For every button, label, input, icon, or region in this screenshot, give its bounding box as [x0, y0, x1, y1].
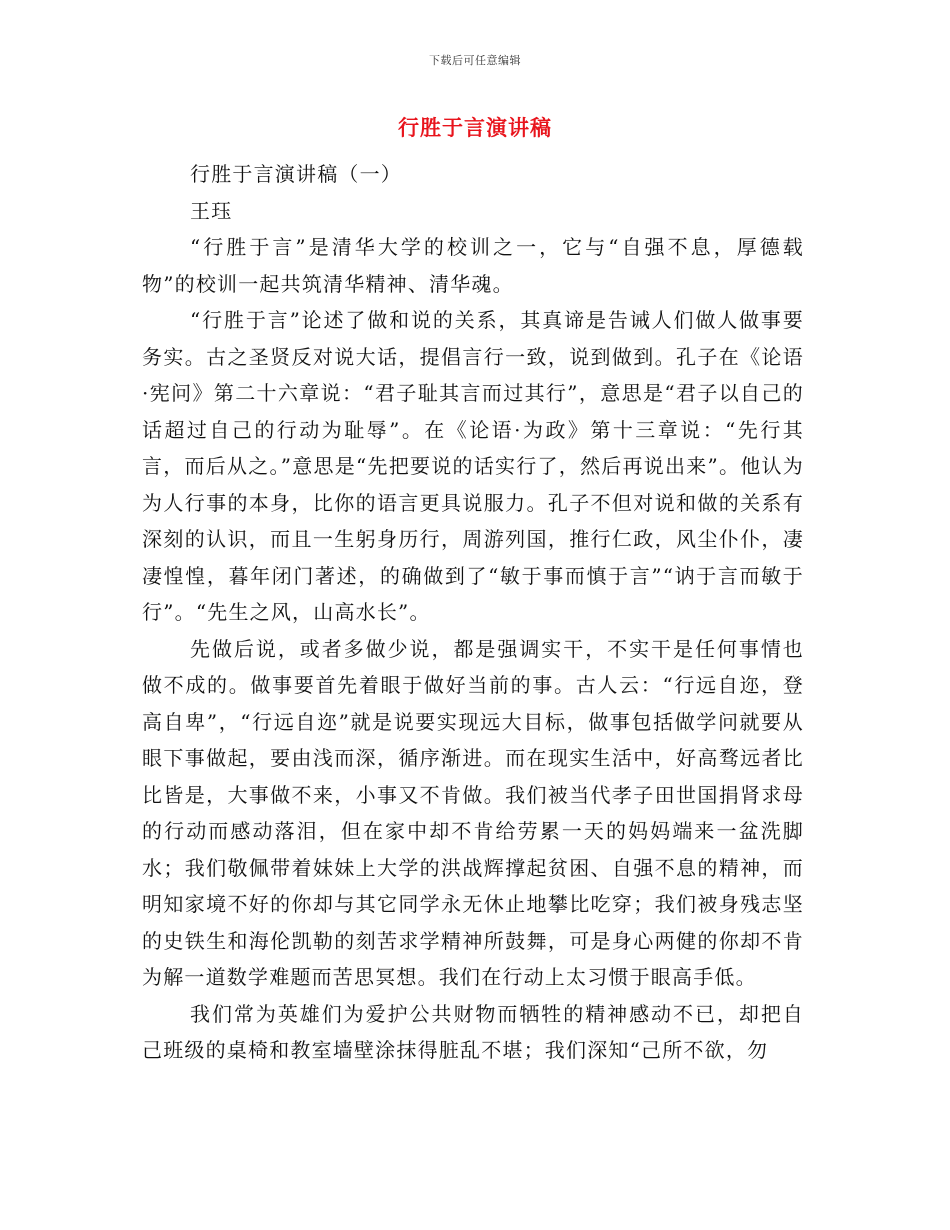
document-author: 王珏	[190, 198, 233, 223]
paragraph-3: 先做后说，或者多做少说，都是强调实干，不实干是任何事情也做不成的。做事要首先着眼于做好当前的事。古人云：“行远自迩，登高自卑”，“行远自迩”就是说要实现远大目标，做事包括做学问就要从眼下事做起，要由浅而深，循序渐进。而在现实生活中，好高骛远者比比皆是，大事做不来，小事又不肯做。我们被当代孝子田世国捐肾求母的行动而感动落泪，但在家中却不肯给劳累一天的妈妈端来一盆洗脚水；我们敬佩带着妹妹上大学的洪战辉撑起贫困、自强不息的精神，而明知家境不好的你却与其它同学永无休止地攀比吃穿；我们被身残志坚的史铁生和海伦凯勒的刻苦求学精神所鼓舞，可是身心两健的你却不肯为解一道数学难题而苦思冥想。我们在行动上太习惯于眼高手低。	[142, 636, 804, 989]
paragraph-1: “行胜于言”是清华大学的校训之一，它与“自强不息，厚德载物”的校训一起共筑清华精神、清华魂。	[142, 235, 804, 296]
paragraph-4: 我们常为英雄们为爱护公共财物而牺牲的精神感动不已，却把自己班级的桌椅和教室墙壁涂抹得脏乱不堪；我们深知“己所不欲，勿	[142, 1001, 804, 1062]
document-title: 行胜于言演讲稿	[398, 115, 552, 140]
document-subtitle: 行胜于言演讲稿（一）	[190, 162, 402, 186]
document-body	[142, 156, 804, 1069]
paragraph-2: “行胜于言”论述了做和说的关系，其真谛是告诫人们做人做事要务实。古之圣贤反对说大话，提倡言行一致，说到做到。孔子在《论语·宪问》第二十六章说：“君子耻其言而过其行”，意思是“君子以自己的话超过自己的行动为耻辱”。在《论语·为政》第十三章说：“先行其言，而后从之。”意思是“先把要说的话实行了，然后再说出来”。他认为为人行事的本身，比你的语言更具说服力。孔子不但对说和做的关系有深刻的认识，而且一生躬身历行，周游列国，推行仁政，风尘仆仆，凄凄惶惶，暮年闭门著述，的确做到了“敏于事而慎于言”“讷于言而敏于行”。“先生之风，山高水长”。	[142, 308, 804, 624]
page-header-note: 下载后可任意编辑	[429, 54, 521, 67]
